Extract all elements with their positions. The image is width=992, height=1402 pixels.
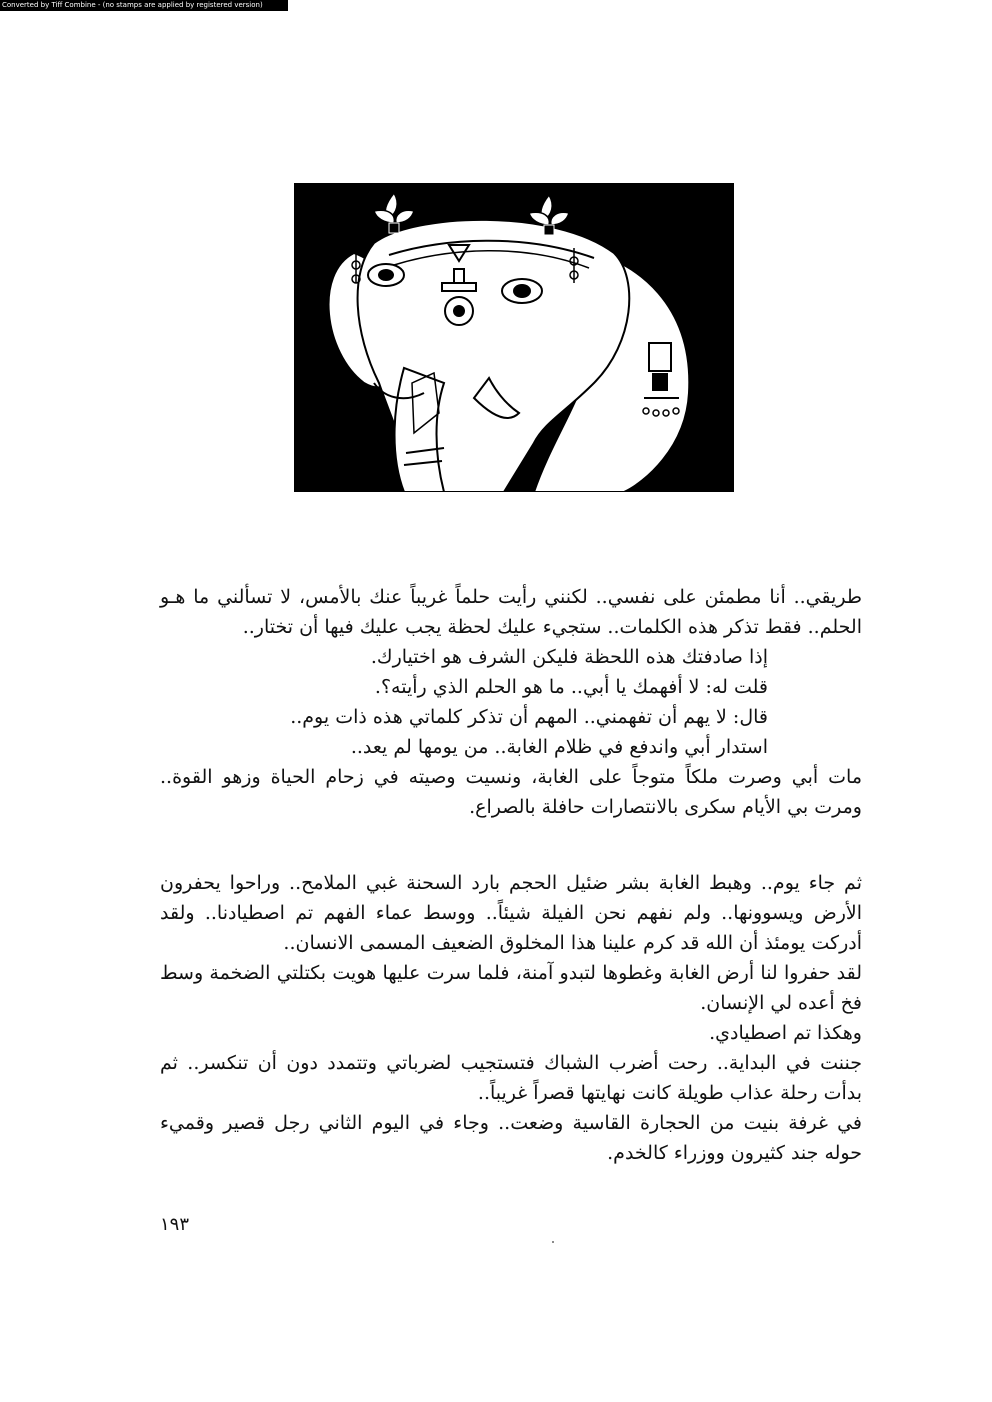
text-block-lower [160, 868, 862, 1168]
paragraph: مات أبي وصرت ملكاً متوجاً على الغابة، ونسيت وصيته في زحام الحياة وزهو القوة.. ومرت بي الأيام سكرى بالانتصارات حافلة بالصراع. [160, 766, 862, 818]
text-block-upper [160, 582, 862, 822]
elephant-illustration [294, 183, 734, 492]
paragraph: لقد حفروا لنا أرض الغابة وغطوها لتبدو آمنة، فلما سرت عليها هويت بكتلتي الضخمة وسط فخ أعده لي الإنسان. [160, 962, 862, 1014]
paragraph: ثم جاء يوم.. وهبط الغابة بشر ضئيل الحجم بارد السحنة غبي الملامح.. وراحوا يحفرون الأرض ويسوونها.. ولم نفهم نحن الفيلة شيئاً.. ووسط عماء الفهم تم اصطيادنا.. ولقد أدركت يومئذ أن الله قد كرم علينا هذا المخلوق الضعيف المسمى الانسان.. [160, 872, 862, 954]
page-number: ١٩٣ [160, 1214, 190, 1235]
scan-speck [552, 1241, 554, 1243]
paragraph: إذا صادفتك هذه اللحظة فليكن الشرف هو اختيارك. [370, 646, 768, 668]
paragraph: قلت له: لا أفهمك يا أبي.. ما هو الحلم الذي رأيته؟. [374, 676, 768, 698]
paragraph: جننت في البداية.. رحت أضرب الشباك فتستجيب لضرباتي وتتمدد دون أن تنكسر.. ثم بدأت رحلة عذاب طويلة كانت نهايتها قصراً غريباً.. [160, 1052, 862, 1104]
paragraph: في غرفة بنيت من الحجارة القاسية وضعت.. وجاء في اليوم الثاني رجل قصير وقميء حوله جند كثيرون ووزراء كالخدم. [160, 1112, 862, 1164]
paragraph: استدار أبي واندفع في ظلام الغابة.. من يومها لم يعد.. [350, 736, 768, 758]
elephant-illustration-icon [294, 183, 734, 492]
paragraph: وهكذا تم اصطيادي. [709, 1022, 862, 1044]
paragraph: طريقي.. أنا مطمئن على نفسي.. لكنني رأيت حلماً غريباً عنك بالأمس، لا تسألني ما هـو الحلم.. فقط تذكر هذه الكلمات.. ستجيء عليك لحظة يجب عليك فيها أن تختار.. [160, 586, 862, 638]
converter-banner: Converted by Tiff Combine - (no stamps are applied by registered version) [0, 0, 288, 11]
paragraph: قال: لا يهم أن تفهمني.. المهم أن تذكر كلماتي هذه ذات يوم.. [290, 706, 768, 728]
